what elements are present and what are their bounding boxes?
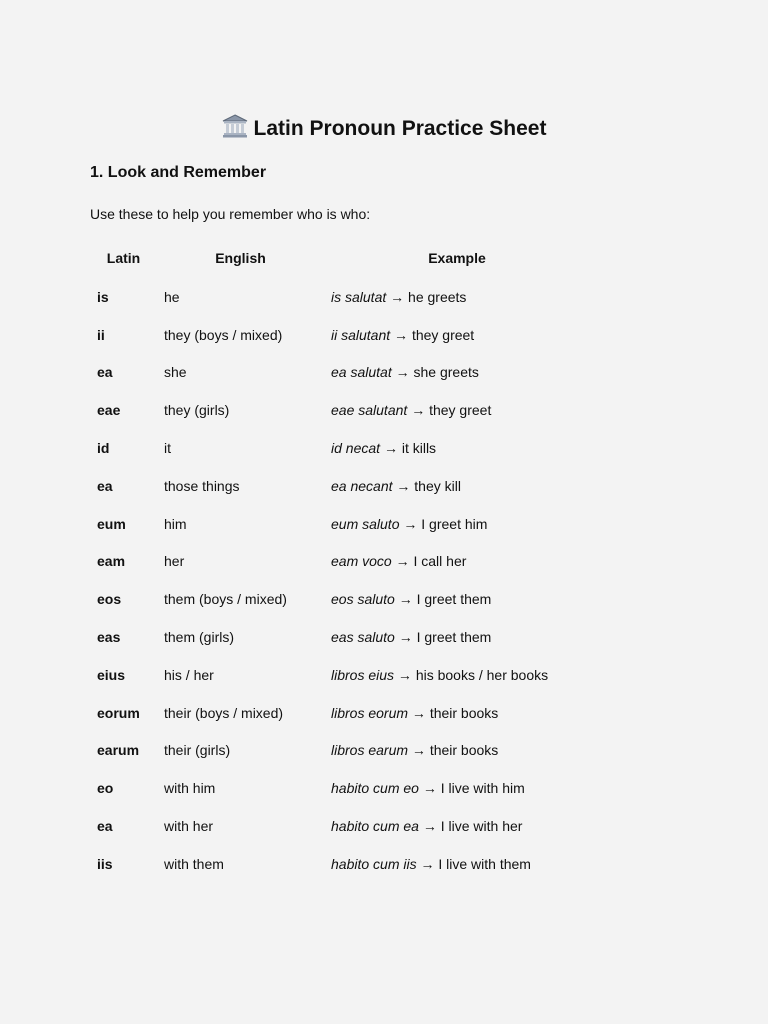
table-row (90, 580, 590, 618)
english-meaning-cell: with her (164, 818, 214, 835)
latin-pronoun-cell: eum (97, 515, 126, 532)
arrow-icon: → (395, 364, 410, 381)
arrow-icon: → (411, 402, 426, 419)
english-meaning-cell: she (164, 364, 187, 381)
arrow-icon: → (422, 780, 437, 797)
example-cell (324, 807, 590, 845)
english-meaning-cell: they (boys / mixed) (164, 326, 283, 343)
example-cell (324, 316, 590, 354)
example-cell (324, 354, 590, 392)
example-english: I live with her (440, 818, 523, 835)
example-english: she greets (413, 364, 479, 381)
example-english: he greets (408, 288, 467, 305)
column-header-english: English (215, 250, 266, 266)
latin-pronoun-cell: eae (97, 402, 121, 419)
latin-pronoun-cell: eius (97, 666, 126, 683)
table-row (90, 807, 590, 845)
english-meaning-cell: with them (164, 855, 224, 872)
arrow-icon: → (403, 515, 418, 532)
table-row (90, 543, 590, 581)
example-english: I greet him (421, 515, 488, 532)
example-latin: eos saluto (331, 591, 395, 608)
table-header-row (90, 238, 590, 278)
english-meaning-cell: with him (164, 780, 216, 797)
example-cell (324, 391, 590, 429)
example-latin: eam voco (331, 553, 392, 570)
arrow-icon: → (420, 855, 435, 872)
latin-pronoun-cell: eas (97, 629, 121, 646)
table-row (90, 278, 590, 316)
table-row (90, 316, 590, 354)
example-latin: habito cum ea (331, 818, 419, 835)
example-cell (324, 845, 590, 883)
table-row (90, 694, 590, 732)
latin-pronoun-cell: eo (97, 780, 114, 797)
latin-pronoun-cell: eos (97, 591, 122, 608)
arrow-icon: → (397, 666, 412, 683)
table-row (90, 769, 590, 807)
latin-pronoun-cell: eorum (97, 704, 140, 721)
arrow-icon: → (422, 818, 437, 835)
english-meaning-cell: he (164, 288, 180, 305)
example-english: I greet them (416, 629, 492, 646)
example-cell (324, 769, 590, 807)
latin-pronoun-cell: ea (97, 818, 113, 835)
example-cell (324, 429, 590, 467)
example-english: it kills (401, 440, 437, 457)
column-header-example: Example (428, 250, 486, 266)
example-latin: habito cum iis (331, 855, 417, 872)
table-row (90, 467, 590, 505)
section-heading: 1. Look and Remember (90, 164, 267, 181)
example-latin: ii salutant (331, 326, 391, 343)
arrow-icon: → (390, 288, 405, 305)
example-latin: is salutat (331, 288, 387, 305)
arrow-icon: → (411, 704, 426, 721)
example-cell (324, 505, 590, 543)
example-cell (324, 656, 590, 694)
latin-pronoun-cell: is (97, 288, 109, 305)
example-cell (324, 694, 590, 732)
example-english: they greet (411, 326, 475, 343)
page-title-text: Latin Pronoun Practice Sheet (253, 117, 547, 140)
table-row (90, 391, 590, 429)
arrow-icon: → (398, 591, 413, 608)
example-latin: eas saluto (331, 629, 395, 646)
english-meaning-cell: their (boys / mixed) (164, 704, 284, 721)
classical-building-icon (222, 114, 248, 138)
latin-pronoun-cell: earum (97, 742, 140, 759)
english-meaning-cell: their (girls) (164, 742, 231, 759)
example-english: I call her (413, 553, 467, 570)
example-latin: eum saluto (331, 515, 400, 532)
example-cell (324, 580, 590, 618)
english-meaning-cell: her (164, 553, 185, 570)
arrow-icon: → (395, 553, 410, 570)
example-latin: eae salutant (331, 402, 408, 419)
latin-pronoun-cell: id (97, 440, 110, 457)
english-meaning-cell: they (girls) (164, 402, 230, 419)
example-latin: libros eius (331, 666, 395, 683)
latin-pronoun-cell: ii (97, 326, 105, 343)
example-english: they greet (429, 402, 492, 419)
example-latin: libros eorum (331, 704, 409, 721)
page-title (0, 113, 768, 145)
latin-pronoun-cell: iis (97, 855, 113, 872)
example-cell (324, 618, 590, 656)
table-row (90, 732, 590, 770)
latin-pronoun-cell: ea (97, 477, 113, 494)
example-english: they kill (414, 477, 461, 494)
example-latin: id necat (331, 440, 381, 457)
table-row (90, 845, 590, 883)
arrow-icon: → (396, 477, 411, 494)
example-cell (324, 543, 590, 581)
arrow-icon: → (411, 742, 426, 759)
table-row (90, 354, 590, 392)
table-row (90, 505, 590, 543)
example-latin: libros earum (331, 742, 409, 759)
arrow-icon: → (383, 440, 398, 457)
table-row (90, 656, 590, 694)
column-header-latin: Latin (106, 250, 141, 266)
example-english: I greet them (416, 591, 492, 608)
latin-pronoun-cell: eam (97, 553, 126, 570)
english-meaning-cell: them (boys / mixed) (164, 591, 287, 608)
example-latin: ea salutat (331, 364, 392, 381)
example-english: their books (429, 704, 499, 721)
latin-pronoun-cell: ea (97, 364, 113, 381)
table-row (90, 618, 590, 656)
example-english: I live with him (440, 780, 525, 797)
arrow-icon: → (398, 629, 413, 646)
english-meaning-cell: it (164, 440, 171, 457)
english-meaning-cell: him (164, 515, 187, 532)
example-english: his books / her books (415, 666, 549, 683)
english-meaning-cell: those things (164, 477, 240, 494)
example-latin: ea necant (331, 477, 393, 494)
example-latin: habito cum eo (331, 780, 419, 797)
example-cell (324, 732, 590, 770)
table-body (90, 278, 590, 883)
english-meaning-cell: them (girls) (164, 629, 235, 646)
example-english: their books (429, 742, 499, 759)
table-row (90, 429, 590, 467)
intro-text: Use these to help you remember who is who: (90, 206, 371, 222)
example-english: I live with them (438, 855, 531, 872)
pronoun-table (90, 238, 590, 883)
english-meaning-cell: his / her (164, 666, 214, 683)
arrow-icon: → (394, 326, 409, 343)
example-cell (324, 278, 590, 316)
example-cell (324, 467, 590, 505)
